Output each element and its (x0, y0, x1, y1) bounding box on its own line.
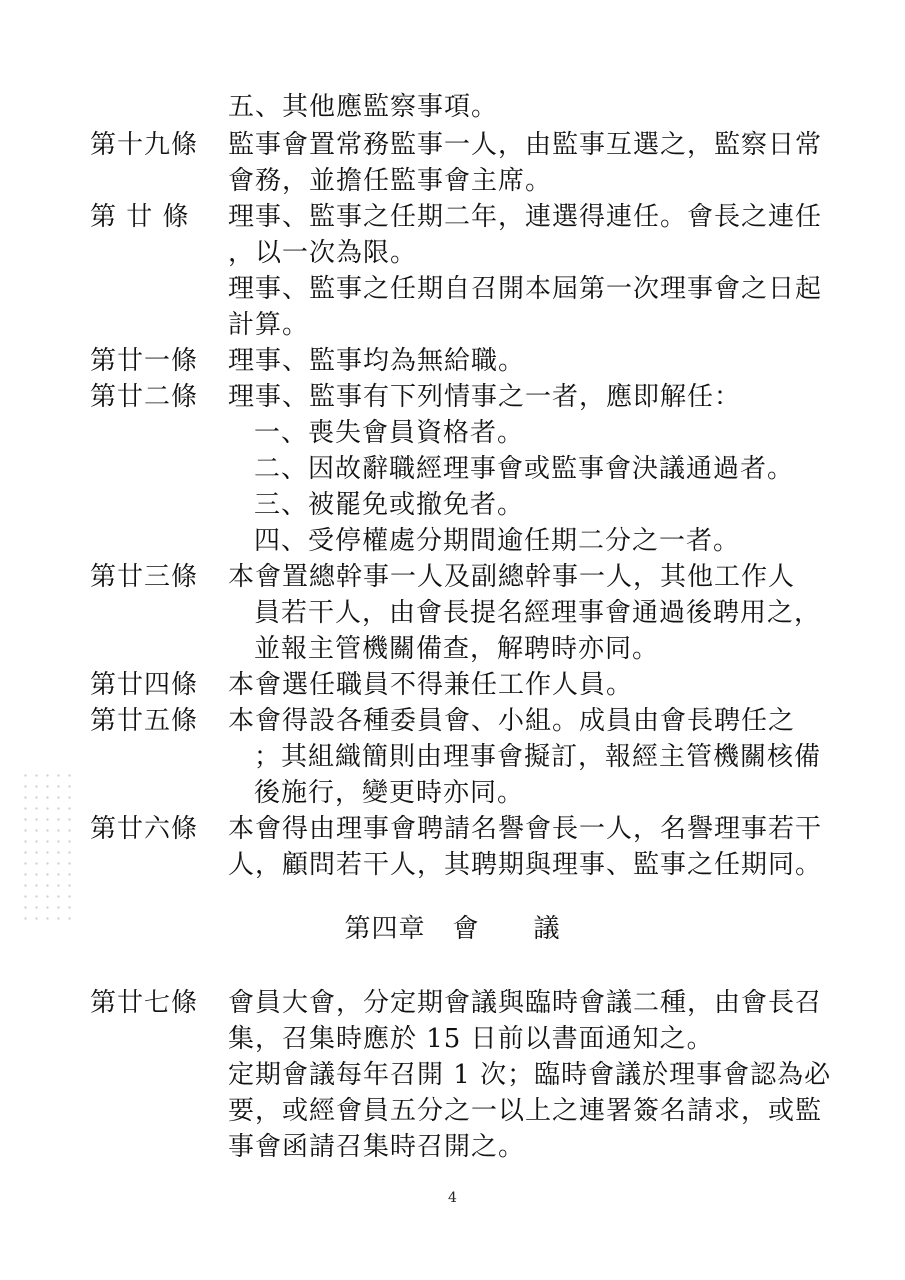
article-label-19: 第十九條 (90, 130, 199, 160)
article-22-item-4: 四、受停權處分期間逾任期二分之一者。 (254, 526, 741, 556)
article-27-line-1: 會員大會，分定期會議與臨時會議二種，由會長召 (228, 988, 823, 1018)
article-23-line-3: 並報主管機關備查，解聘時亦同。 (254, 634, 660, 664)
page-number: 4 (448, 1190, 457, 1206)
article-19-line-2: 會務，並擔任監事會主席。 (228, 166, 553, 196)
article-22-item-1: 一、喪失會員資格者。 (254, 418, 525, 448)
chapter-heading: 第四章 會 議 (344, 914, 561, 944)
article-27-line-2: 集，召集時應於 15 日前以書面通知之。 (228, 1024, 714, 1054)
article-19-line-1: 監事會置常務監事一人，由監事互選之，監察日常 (228, 130, 823, 160)
scan-artifact-dots (20, 770, 75, 920)
article-25-line-2: ；其組織簡則由理事會擬訂，報經主管機關核備 (254, 742, 822, 772)
article-24-line-1: 本會選任職員不得兼任工作人員。 (228, 670, 634, 700)
article-22-item-2: 二、因故辭職經理事會或監事會決議通過者。 (254, 454, 795, 484)
article-label-20: 第 廿 條 (90, 202, 190, 232)
article-26-line-2: 人，顧問若干人，其聘期與理事、監事之任期同。 (228, 850, 823, 880)
article-label-23: 第廿三條 (90, 562, 199, 592)
article-18-item-5: 五、其他應監察事項。 (228, 92, 499, 122)
article-20-line-3: 理事、監事之任期自召開本屆第一次理事會之日起 (228, 274, 823, 304)
article-27-line-4: 要，或經會員五分之一以上之連署簽名請求，或監 (228, 1096, 823, 1126)
article-26-line-1: 本會得由理事會聘請名譽會長一人，名譽理事若干 (228, 814, 823, 844)
article-20-line-1: 理事、監事之任期二年，連選得連任。會長之連任 (228, 202, 823, 232)
article-25-line-3: 後施行，變更時亦同。 (254, 778, 525, 808)
article-27-line-3: 定期會議每年召開 1 次；臨時會議於理事會認為必 (228, 1060, 832, 1090)
article-21-line-1: 理事、監事均為無給職。 (228, 346, 526, 376)
article-27-line-5: 事會函請召集時召開之。 (228, 1132, 526, 1162)
article-23-line-2: 員若干人，由會長提名經理事會通過後聘用之， (254, 598, 822, 628)
article-20-line-2: ，以一次為限。 (228, 238, 418, 268)
article-23-line-1: 本會置總幹事一人及副總幹事一人，其他工作人 (228, 562, 796, 592)
article-label-27: 第廿七條 (90, 988, 199, 1018)
article-label-22: 第廿二條 (90, 382, 199, 412)
article-25-line-1: 本會得設各種委員會、小組。成員由會長聘任之 (228, 706, 796, 736)
article-22-item-3: 三、被罷免或撤免者。 (254, 490, 525, 520)
article-label-25: 第廿五條 (90, 706, 199, 736)
article-20-line-4: 計算。 (228, 310, 310, 340)
article-label-21: 第廿一條 (90, 346, 199, 376)
article-label-24: 第廿四條 (90, 670, 199, 700)
article-22-line-1: 理事、監事有下列情事之一者，應即解任： (228, 382, 742, 412)
article-label-26: 第廿六條 (90, 814, 199, 844)
